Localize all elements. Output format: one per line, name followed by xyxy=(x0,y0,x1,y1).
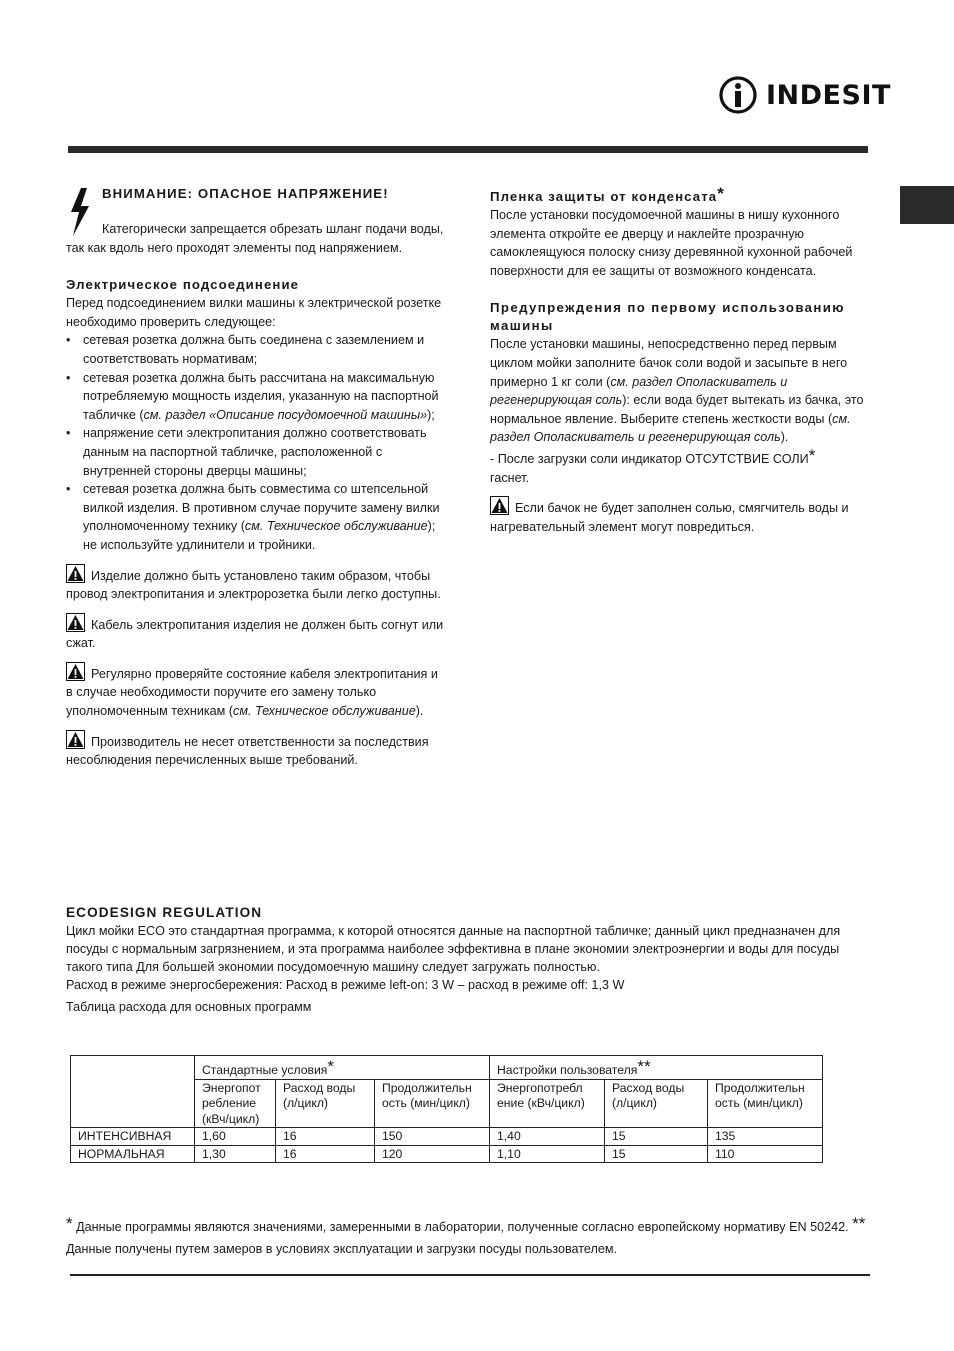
danger-title: ВНИМАНИЕ: ОПАСНОЕ НАПРЯЖЕНИЕ! xyxy=(102,186,389,201)
power-consumption: Расход в режиме энергосбережения: Расход в режиме left-on: 3 W – расход в режиме off: 1,3 W xyxy=(66,978,625,992)
first-use-text: После установки машины, непосредственно перед первым циклом мойки заполните бачок соли водой и засыпьте в него примерно 1 кг соли (см. раздел Ополаскиватель и регенерирующая соль): если вода будет вытекать из бачка, это нормальное явление. Выберите степень жесткости воды (см. раздел Ополаскиватель и регенерирующая соль). xyxy=(490,337,864,445)
table-cell: 150 xyxy=(375,1128,490,1146)
standard-conditions-header: Стандартные условия* xyxy=(195,1056,490,1080)
warning-cable-bent: Кабель электропитания изделия не должен быть согнут или сжат. xyxy=(66,613,446,653)
table-header-cell: Продолжительн ость (мин/цикл) xyxy=(375,1079,490,1128)
table-row xyxy=(71,1128,823,1146)
table-cell: 16 xyxy=(276,1145,375,1163)
first-use-title: Предупреждения по первому использованию машины xyxy=(490,300,845,334)
warning-icon xyxy=(66,613,85,632)
warning-icon xyxy=(66,564,85,583)
warning-salt: Если бачок не будет заполнен солью, смягчитель воды и нагревательный элемент могут повредиться. xyxy=(490,496,875,536)
table-cell: 135 xyxy=(708,1128,823,1146)
salt-indicator-text: - После загрузки соли индикатор ОТСУТСТВИЕ СОЛИ* гаснет. xyxy=(490,445,816,485)
table-cell: 1,40 xyxy=(490,1128,605,1146)
table-cell: 110 xyxy=(708,1145,823,1163)
table-row xyxy=(71,1145,823,1163)
ecodesign-text: Цикл мойки ECO это стандартная программа, к которой относятся данные на паспортной табличке; данный цикл предназначен для посуды с нормальным загрязнением, и эта программа наиболее эффективна в плане экономии электроэнергии и воды для посуды такого типа Для большей экономии посудомоечную машину следует загружать полностью. xyxy=(66,924,841,974)
table-header-cell: Продолжительн ость (мин/цикл) xyxy=(708,1079,823,1128)
warning-cable-check: Регулярно проверяйте состояние кабеля электропитания и в случае необходимости поручите его замену только уполномоченным техникам (см. Техническое обслуживание). xyxy=(66,662,446,721)
table-header-row xyxy=(71,1056,823,1080)
footer-rule xyxy=(70,1274,870,1276)
table-header-cell: Энергопотребл ение (кВч/цикл) xyxy=(490,1079,605,1128)
brand-name: INDESIT xyxy=(766,79,891,111)
right-column xyxy=(490,185,875,536)
warning-liability: Производитель не несет ответственности за последствия несоблюдения перечисленных выше требований. xyxy=(66,730,446,770)
consumption-table xyxy=(70,1055,823,1163)
table-cell: 15 xyxy=(605,1128,708,1146)
list-item: • сетевая розетка должна быть совместима со штепсельной вилкой изделия. В противном случае поручите замену вилки уполномоченному технику (см. Техническое обслуживание); не используйте удлинители и тройники. xyxy=(66,480,446,554)
table-cell: 1,30 xyxy=(195,1145,276,1163)
table-header-cell: Расход воды (л/цикл) xyxy=(276,1079,375,1128)
list-item: • сетевая розетка должна быть рассчитана на максимальную потребляемую мощность изделия, указанную на паспортной табличке (см. раздел «Описание посудомоечной машины»); xyxy=(66,369,446,425)
list-item: • напряжение сети электропитания должно соответствовать данным на паспортной табличке, расположенной с внутренней стороны дверцы машины; xyxy=(66,424,446,480)
list-item: • сетевая розетка должна быть соединена с заземлением и соответствовать нормативам; xyxy=(66,331,446,368)
warning-icon xyxy=(66,730,85,749)
table-cell: 16 xyxy=(276,1128,375,1146)
warning-icon xyxy=(490,496,509,515)
electric-intro: Перед подсоединением вилки машины к электрической розетке необходимо проверить следующее: xyxy=(66,296,442,329)
table-corner-cell xyxy=(71,1056,195,1128)
requirements-list xyxy=(66,331,446,554)
indesit-logo-icon xyxy=(718,74,758,116)
ecodesign-section xyxy=(66,904,876,1016)
condensate-title: Пленка защиты от конденсата* xyxy=(490,184,725,204)
header-rule xyxy=(68,146,868,153)
warning-icon xyxy=(66,662,85,681)
ecodesign-title: ECODESIGN REGULATION xyxy=(66,905,263,920)
electric-connection-title: Электрическое подсоединение xyxy=(66,277,300,293)
indesit-logo xyxy=(718,74,891,116)
condensate-text: После установки посудомоечной машины в нишу кухонного элемента откройте ее дверцу и наклейте прозрачную самоклеящуюся полоску снизу деревянной кухонной рабочей поверхности для ее защиты от возможного конденсата. xyxy=(490,208,853,278)
table-cell: 1,10 xyxy=(490,1145,605,1163)
program-name: НОРМАЛЬНАЯ xyxy=(71,1145,195,1163)
section-tab xyxy=(900,186,954,224)
warning-accessibility: Изделие должно быть установлено таким образом, чтобы провод электропитания и электророзетка были легко доступны. xyxy=(66,564,446,604)
table-header-cell: Расход воды (л/цикл) xyxy=(605,1079,708,1128)
footnote: * Данные программы являются значениями, замеренными в лаборатории, полученные согласно европейскому нормативу EN 50242. ** Данные получены путем замеров в условиях эксплуатации и загрузки посуды пользователем. xyxy=(66,1214,866,1256)
program-name: ИНТЕНСИВНАЯ xyxy=(71,1128,195,1146)
table-cell: 15 xyxy=(605,1145,708,1163)
danger-text: Категорически запрещается обрезать шланг подачи воды, так как вдоль него проходят элементы под напряжением. xyxy=(66,222,444,255)
left-column xyxy=(66,185,446,770)
user-settings-header: Настройки пользователя** xyxy=(490,1056,823,1080)
table-caption: Таблица расхода для основных программ xyxy=(66,1000,312,1014)
table-cell: 120 xyxy=(375,1145,490,1163)
table-cell: 1,60 xyxy=(195,1128,276,1146)
table-header-cell: Энергопот ребление (кВч/цикл) xyxy=(195,1079,276,1128)
